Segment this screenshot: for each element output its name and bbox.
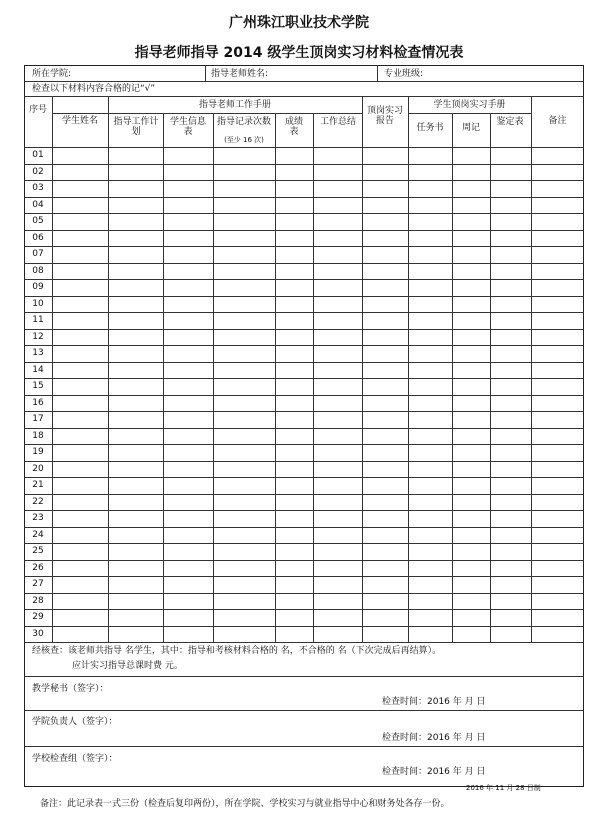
class-field: 专业班级: [384,69,424,79]
row-number: 28 [32,595,44,606]
row-number: 29 [32,612,44,622]
row-divider [24,411,584,412]
made-date: 2016 年 11 月 28 日制 [466,784,541,792]
secretary-signature: 教学秘书（签字）： [32,684,109,694]
check-note: 检查以下材料内容合格的记“√” [32,84,156,94]
check-time-1: 检查时间：2016 年 月 日 [382,697,486,707]
header-weekly: 周记 [461,123,480,133]
row-divider [24,378,584,379]
header-plan: 指导工作计划 [113,117,159,138]
row-divider [24,345,584,346]
row-divider [24,609,584,610]
header-score: 成绩表 [284,117,303,138]
divider [24,746,584,747]
row-divider [24,164,584,165]
row-number: 09 [32,282,44,292]
row-divider [24,180,584,181]
row-divider [24,444,584,445]
header-records-note: (至少 16 次) [224,136,264,144]
row-number: 13 [32,348,44,358]
header-seq: 序号 [28,105,47,115]
divider [24,710,584,711]
row-divider [24,296,584,297]
row-number: 27 [32,579,44,589]
row-number: 25 [32,546,44,556]
header-teacher-manual: 指导老师工作手册 [198,100,271,110]
row-divider [24,279,584,280]
row-divider [24,312,584,313]
row-divider [24,510,584,511]
head-signature: 学院负责人（签字）： [32,717,118,727]
divider [408,113,531,114]
row-divider [24,560,584,561]
row-number: 05 [32,216,44,226]
row-divider [24,197,584,198]
row-divider [24,230,584,231]
row-divider [24,246,584,247]
row-divider [24,494,584,495]
divider [52,113,362,114]
header-info: 学生信息表 [169,117,206,138]
divider [377,65,378,81]
row-number: 11 [32,315,44,325]
row-number: 20 [32,463,44,474]
row-number: 14 [32,364,44,375]
teacher-field: 指导老师姓名: [211,69,269,79]
row-number: 30 [32,628,44,639]
school-title: 广州珠江职业技术学院 [229,15,369,31]
row-number: 26 [32,562,44,573]
summary-line1: 经核查：该老师共指导 名学生，其中：指导和考核材料合格的 名，不合格的 名（下次完成后再结算）。 [32,646,442,656]
header-appraisal: 鉴定表 [496,117,524,127]
school-group-signature: 学校检查组（签字）： [32,754,118,764]
header-summary: 工作总结 [319,117,356,127]
header-report: 顶岗实习报告 [366,106,403,127]
row-number: 22 [32,496,44,507]
divider [24,81,584,82]
row-divider [24,362,584,363]
row-number: 16 [32,397,44,408]
row-number: 24 [32,529,44,540]
row-divider [24,428,584,429]
form-title: 指导老师指导 2014 级学生顶岗实习材料检查情况表 [134,45,464,61]
row-divider [24,395,584,396]
row-number: 01 [32,150,44,160]
row-number: 07 [32,249,44,259]
row-number: 18 [32,430,44,441]
row-divider [24,626,584,627]
row-number: 21 [32,480,44,490]
header-records: 指导记录次数 [216,117,271,127]
row-number: 19 [32,447,44,457]
row-divider [24,576,584,577]
check-time-3: 检查时间：2016 年 月 日 [382,767,486,777]
row-divider [24,593,584,594]
row-number: 03 [32,183,44,193]
summary-line2: 应计实习指导总课时费 元。 [72,661,183,671]
header-remark: 备注 [548,116,567,126]
footer-note: 备注：此记录表一式三份（检查后复印两份），所在学院、学校实习与就业指导中心和财务处各存一份。 [40,799,450,809]
row-number: 02 [32,166,44,177]
college-field: 所在学院: [32,69,72,79]
divider [24,676,584,677]
check-time-2: 检查时间：2016 年 月 日 [382,733,486,743]
row-divider [24,213,584,214]
row-divider [24,477,584,478]
row-number: 12 [32,331,44,342]
header-student-manual: 学生顶岗实习手册 [433,100,506,110]
divider [205,65,206,81]
row-divider [24,527,584,528]
row-divider [24,461,584,462]
row-divider [24,263,584,264]
row-number: 23 [32,513,44,523]
row-divider [24,543,584,544]
header-task: 任务书 [416,123,444,133]
row-number: 15 [32,381,44,391]
row-number: 17 [32,414,44,424]
row-number: 06 [32,232,44,243]
row-number: 08 [32,265,44,276]
row-divider [24,329,584,330]
row-number: 10 [32,298,44,309]
header-name: 学生姓名 [61,116,98,126]
row-number: 04 [32,199,44,210]
divider [24,642,584,643]
